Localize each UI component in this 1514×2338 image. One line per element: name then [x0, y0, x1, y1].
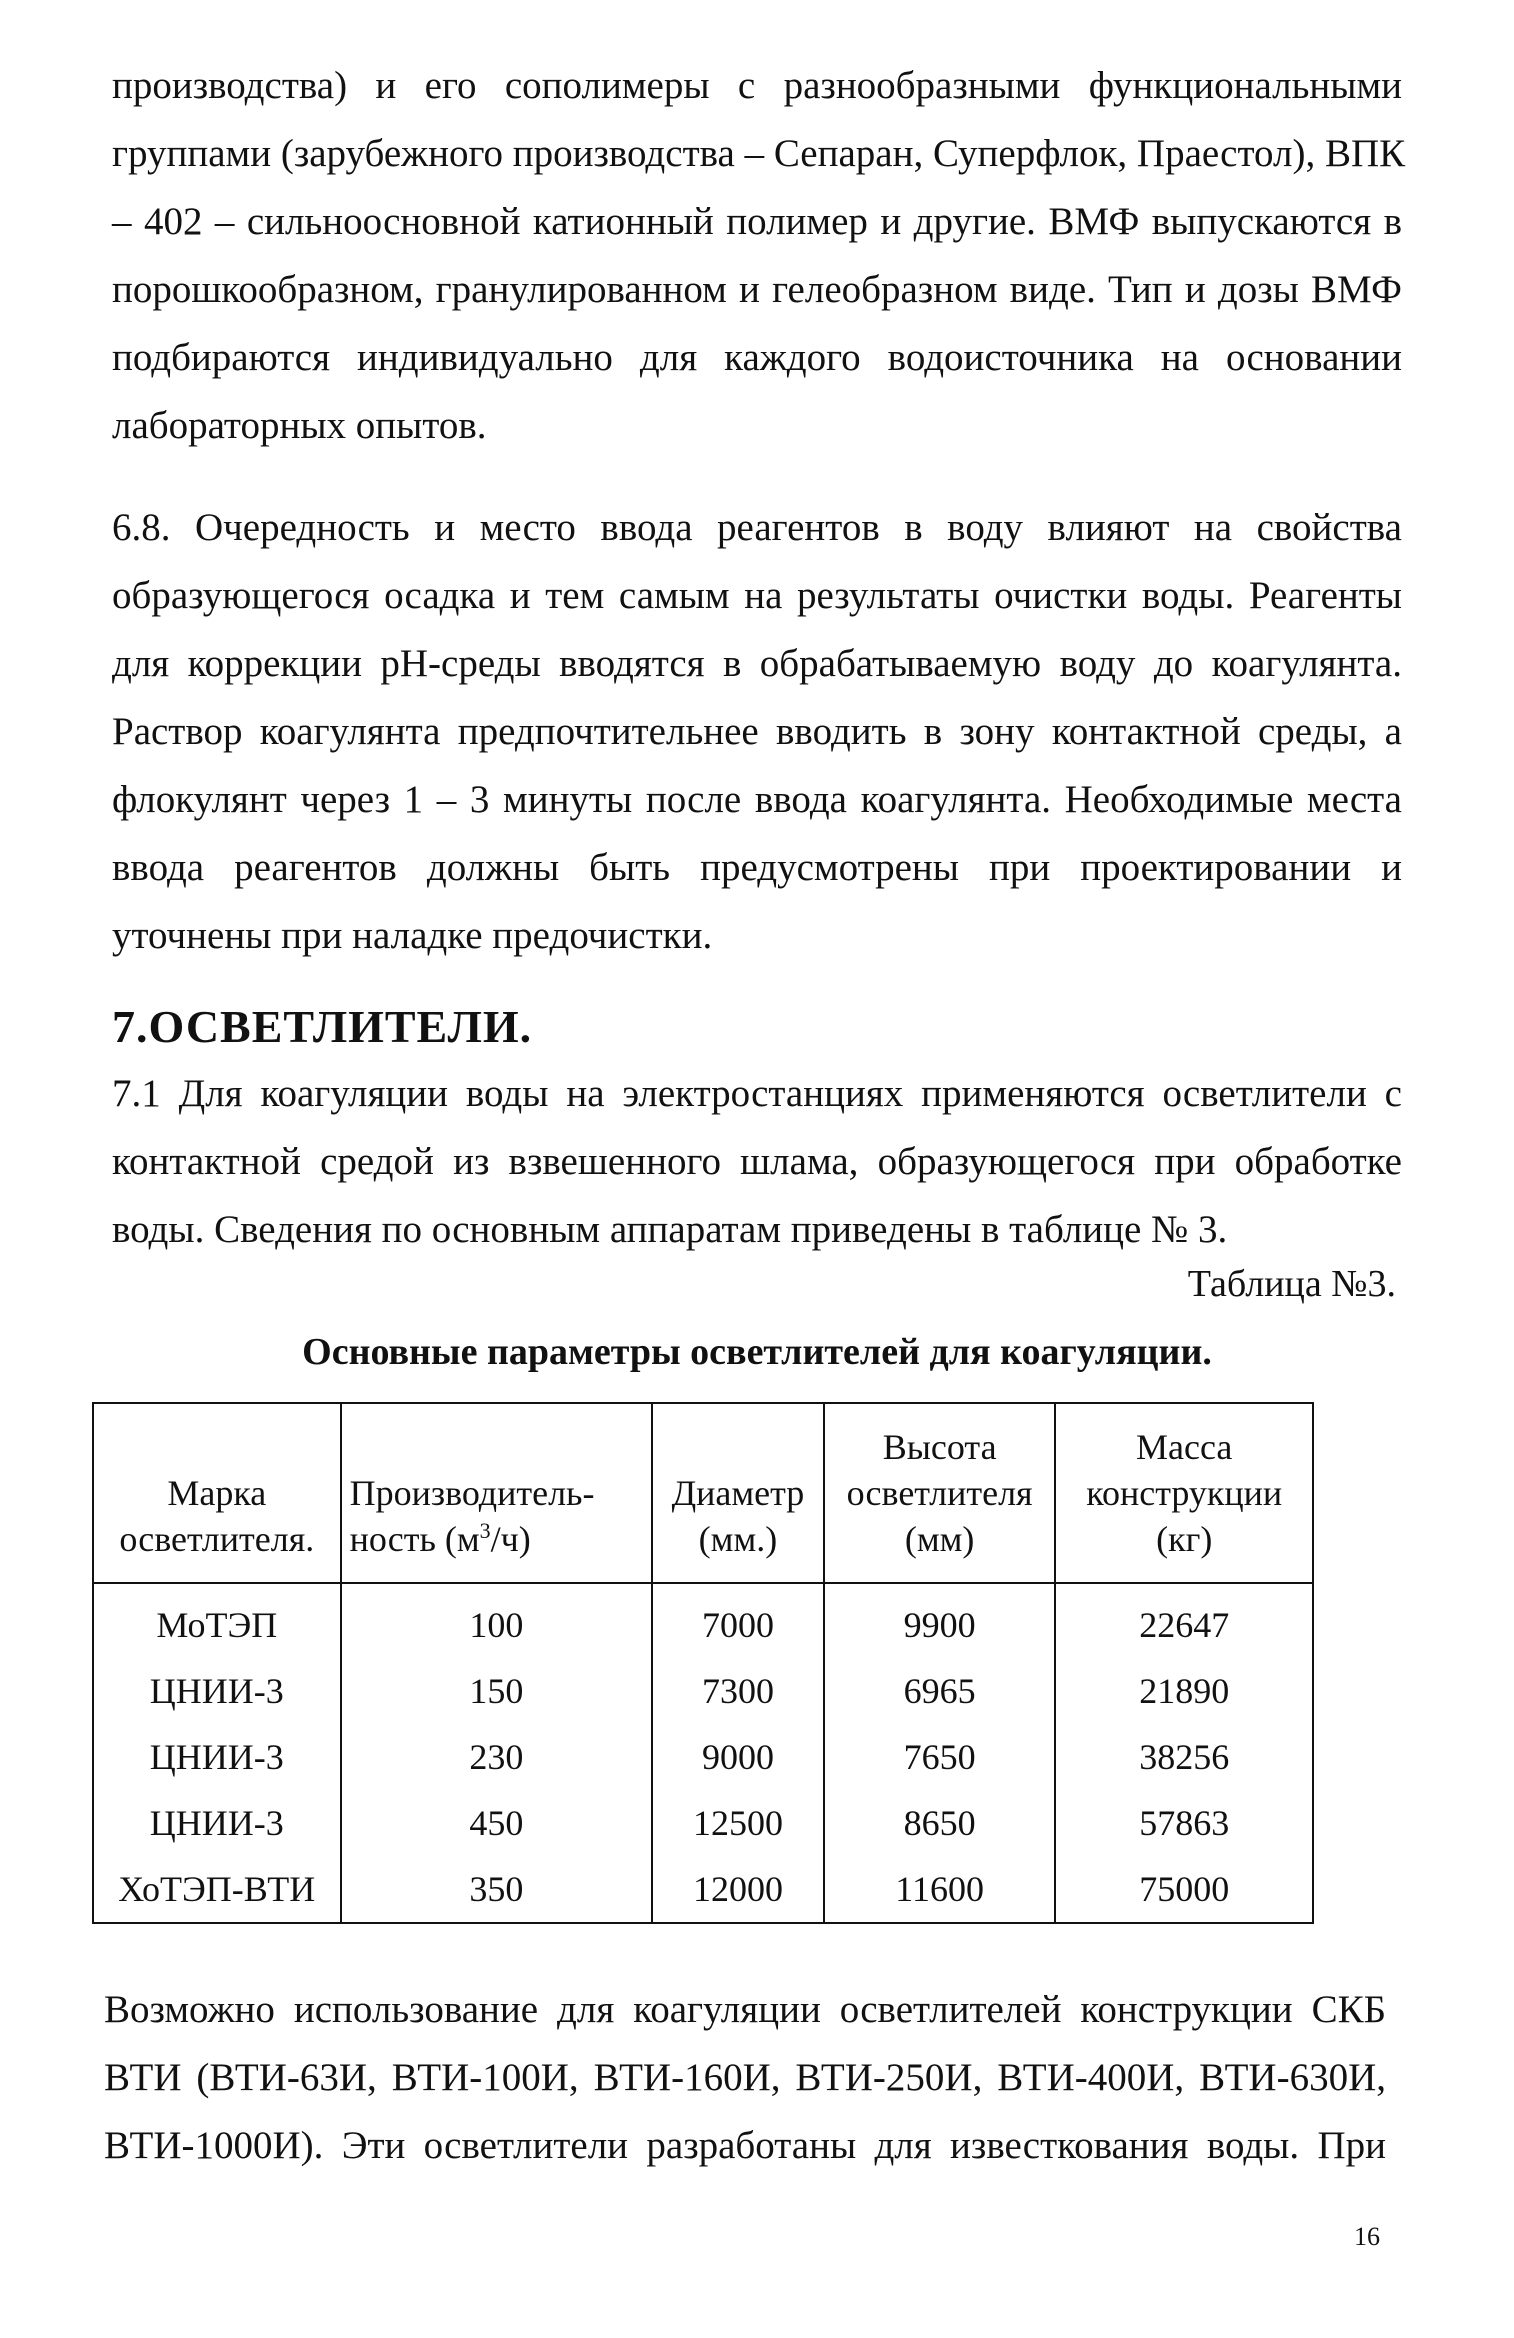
text-line: Возможно использование для коагуляции осветлителей конструкции СКБ — [104, 1988, 1386, 2031]
table-cell: 21890 — [1055, 1658, 1313, 1724]
header-line: осветлителя — [846, 1473, 1033, 1513]
table-cell: 57863 — [1055, 1790, 1313, 1856]
text-line: лабораторных опытов. — [112, 404, 487, 447]
table-row — [93, 1658, 1313, 1724]
table-cell: 38256 — [1055, 1724, 1313, 1790]
header-diameter — [652, 1403, 824, 1583]
header-line: Диаметр — [671, 1473, 805, 1513]
header-line: (кг) — [1156, 1519, 1213, 1559]
header-brand — [93, 1403, 341, 1583]
text-line: для коррекции рН-среды вводятся в обрабатываемую воду до коагулянта. — [112, 642, 1402, 685]
paragraph-6-8 — [112, 494, 1402, 970]
header-line: Высота — [882, 1427, 997, 1467]
table-cell: ЦНИИ-3 — [93, 1790, 341, 1856]
text-line: подбираются индивидуально для каждого водоисточника на основании — [112, 336, 1402, 379]
text-line: производства) и его сополимеры с разнообразными функциональными — [112, 64, 1402, 107]
table-row — [93, 1790, 1313, 1856]
table-cell: 6965 — [824, 1658, 1056, 1724]
header-mass — [1055, 1403, 1313, 1583]
table-cell: 22647 — [1055, 1583, 1313, 1658]
page-number: 16 — [1354, 2222, 1380, 2251]
text-line: ввода реагентов должны быть предусмотрены при проектировании и — [112, 846, 1402, 889]
table-cell: 11600 — [824, 1856, 1056, 1923]
text-line: порошкообразном, гранулированном и гелеобразном виде. Тип и дозы ВМФ — [112, 268, 1402, 311]
paragraph-top — [112, 52, 1406, 460]
table-cell: 150 — [341, 1658, 653, 1724]
text-line: образующегося осадка и тем самым на результаты очистки воды. Реагенты — [112, 574, 1402, 617]
text-line: ВТИ (ВТИ-63И, ВТИ-100И, ВТИ-160И, ВТИ-250И, ВТИ-400И, ВТИ-630И, — [104, 2056, 1386, 2099]
table-cell: ЦНИИ-3 — [93, 1658, 341, 1724]
table-cell: 75000 — [1055, 1856, 1313, 1923]
table-cell: МоТЭП — [93, 1583, 341, 1658]
table-row — [93, 1724, 1313, 1790]
superscript: 3 — [479, 1518, 491, 1543]
table-cell: 9900 — [824, 1583, 1056, 1658]
header-line: (мм.) — [698, 1519, 778, 1559]
table-cell: ЦНИИ-3 — [93, 1724, 341, 1790]
text-line: группами (зарубежного производства – Сепаран, Суперфлок, Праестол), ВПК — [112, 132, 1406, 175]
text-line: уточнены при наладке предочистки. — [112, 914, 713, 957]
table-cell: 7650 — [824, 1724, 1056, 1790]
header-line: Марка — [167, 1473, 267, 1513]
table-cell: 12000 — [652, 1856, 824, 1923]
text-line: 7.1 Для коагуляции воды на электростанциях применяются осветлители с — [112, 1072, 1402, 1115]
table-cell: ХоТЭП-ВТИ — [93, 1856, 341, 1923]
header-height — [824, 1403, 1056, 1583]
text-line: – 402 – сильноосновной катионный полимер и другие. ВМФ выпускаются в — [112, 200, 1402, 243]
header-line: Масса — [1136, 1427, 1233, 1467]
table-cell: 100 — [341, 1583, 653, 1658]
table-header-row — [93, 1403, 1313, 1583]
header-line: Производитель- — [349, 1473, 595, 1513]
text-line: 6.8. Очередность и место ввода реагентов в воду влияют на свойства — [112, 506, 1402, 549]
header-line: ность $(м^3/ч)$ — [349, 1518, 531, 1559]
header-line: (мм) — [904, 1519, 975, 1559]
text-line: ВТИ-1000И). Эти осветлители разработаны для известкования воды. При — [104, 2124, 1386, 2167]
table-title: Основные параметры осветлителей для коагуляции. — [302, 1331, 1212, 1373]
table-cell: 230 — [341, 1724, 653, 1790]
table-cell: 7300 — [652, 1658, 824, 1724]
table-cell: 7000 — [652, 1583, 824, 1658]
header-line: конструкции — [1086, 1473, 1283, 1513]
table-row — [93, 1583, 1313, 1658]
table-cell: 9000 — [652, 1724, 824, 1790]
header-capacity — [341, 1403, 653, 1583]
text-line: контактной средой из взвешенного шлама, образующегося при обработке — [112, 1140, 1402, 1183]
table-cell: 12500 — [652, 1790, 824, 1856]
text-line: воды. Сведения по основным аппаратам приведены в таблице № 3. — [112, 1208, 1228, 1251]
header-line: осветлителя. — [119, 1519, 315, 1559]
text-line: флокулянт через 1 – 3 минуты после ввода коагулянта. Необходимые места — [112, 778, 1402, 821]
clarifier-table — [92, 1402, 1314, 1924]
text-line: Раствор коагулянта предпочтительнее вводить в зону контактной среды, а — [112, 710, 1402, 753]
table-row — [93, 1856, 1313, 1923]
paragraph-bottom — [104, 1976, 1386, 2180]
table-cell: 350 — [341, 1856, 653, 1923]
table-cell: 8650 — [824, 1790, 1056, 1856]
section-heading: 7.ОСВЕТЛИТЕЛИ. — [112, 1001, 533, 1052]
table-label: Таблица №3. — [1187, 1263, 1396, 1305]
table-cell: 450 — [341, 1790, 653, 1856]
paragraph-7-1 — [112, 1060, 1402, 1264]
